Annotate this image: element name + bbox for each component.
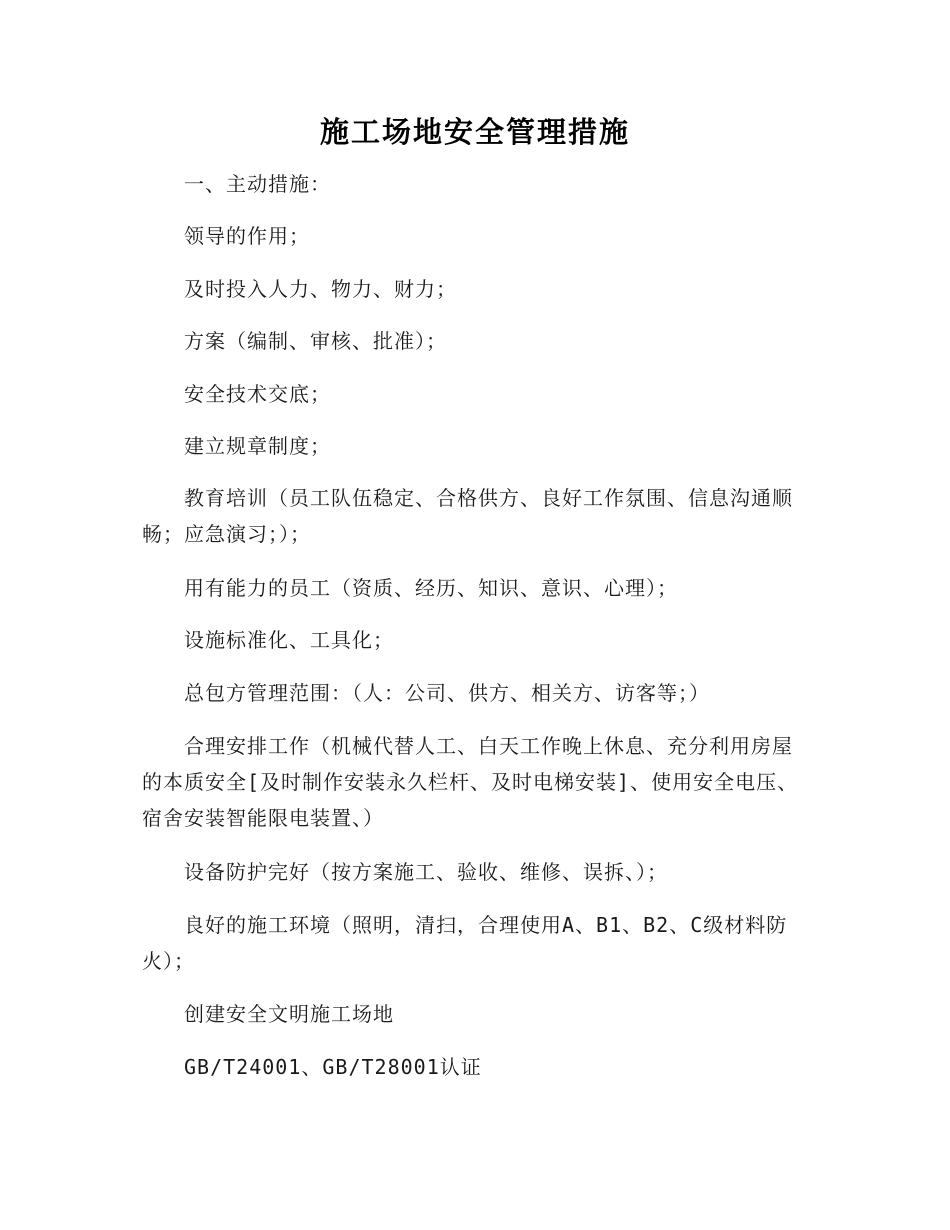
paragraph: 合理安排工作（机械代替人工、白天工作晚上休息、充分利用房屋的本质安全[及时制作安装永久栏杆、及时电梯安装]、使用安全电压、宿舍安装智能限电装置、） <box>142 734 799 830</box>
paragraph: 设备防护完好（按方案施工、验收、维修、误拆、）； <box>184 860 668 884</box>
paragraph: 领导的作用； <box>184 224 310 248</box>
document-title: 施工场地安全管理措施 <box>319 115 630 149</box>
paragraph: 总包方管理范围：（人：公司、供方、相关方、访客等；） <box>184 681 710 705</box>
paragraph: 良好的施工环境（照明，清扫，合理使用A、B1、B2、C级材料防火）； <box>142 913 788 973</box>
paragraph: 用有能力的员工（资质、经历、知识、意识、心理）； <box>184 576 678 600</box>
paragraph: GB/T24001、GB/T28001认证 <box>184 1055 482 1079</box>
paragraph: 设施标准化、工具化； <box>184 628 394 652</box>
paragraph: 教育培训（员工队伍稳定、合格供方、良好工作氛围、信息沟通顺畅；应急演习；）； <box>142 486 793 546</box>
paragraph: 及时投入人力、物力、财力； <box>184 277 457 301</box>
paragraph-section-heading: 一、主动措施： <box>184 172 331 196</box>
paragraph: 建立规章制度； <box>184 434 331 458</box>
paragraph: 创建安全文明施工场地 <box>184 1002 394 1026</box>
paragraph: 方案（编制、审核、批准）； <box>184 329 447 353</box>
paragraph: 安全技术交底； <box>184 382 331 406</box>
